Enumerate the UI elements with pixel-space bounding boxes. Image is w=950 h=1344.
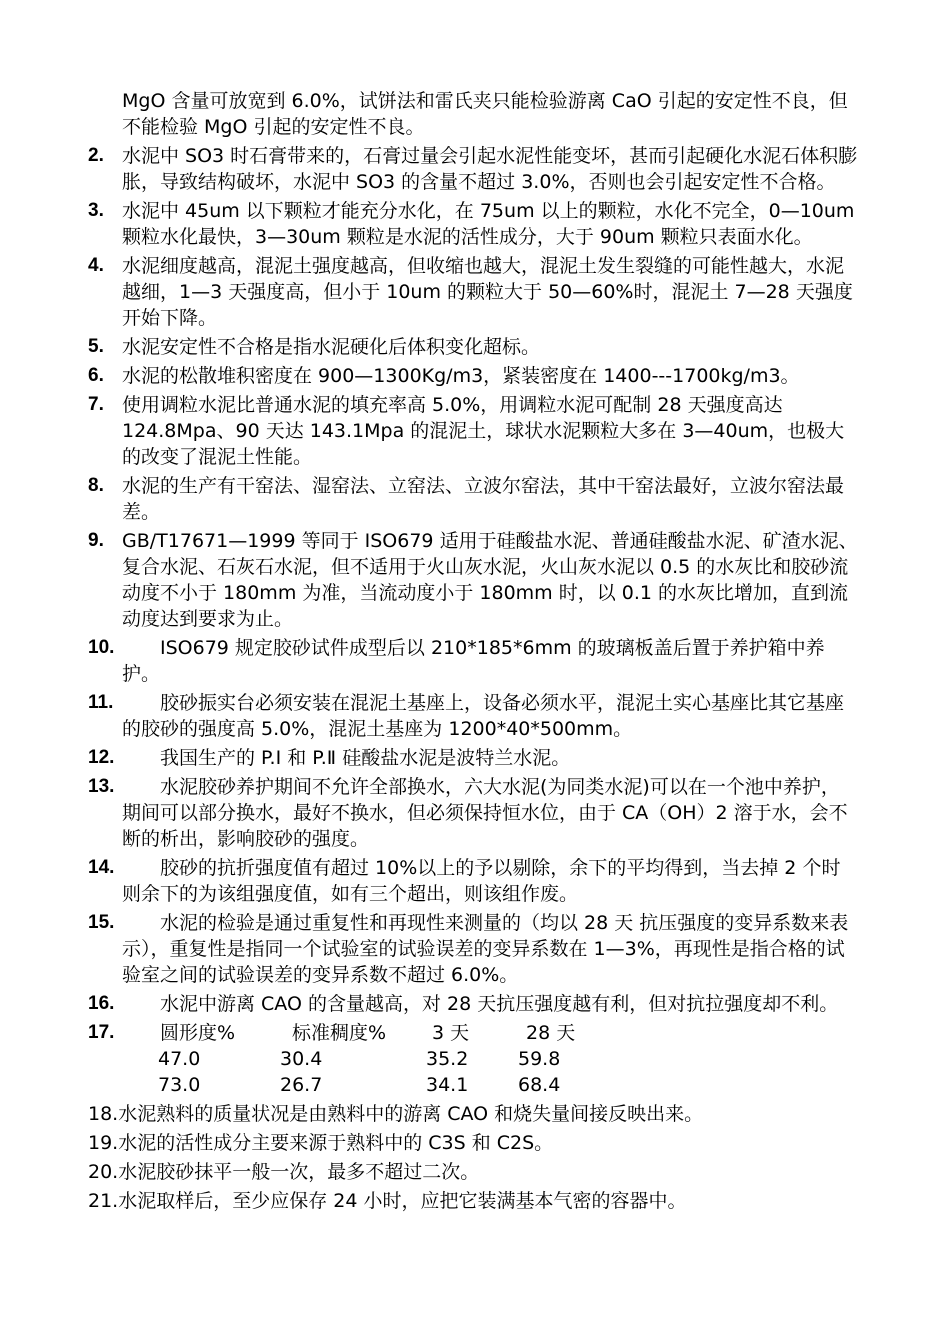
item-text: 水泥的生产有干窑法、湿窑法、立窑法、立波尔窑法，其中干窑法最好，立波尔窑法最差。 bbox=[122, 475, 845, 523]
list-item bbox=[88, 690, 858, 742]
document-body bbox=[88, 88, 858, 1217]
item-number: 13. bbox=[88, 776, 115, 797]
table-cell: 34.1 bbox=[426, 1074, 469, 1096]
table-cell: 68.4 bbox=[518, 1074, 561, 1096]
item-number: 10. bbox=[88, 637, 115, 658]
table-cell: 73.0 bbox=[158, 1074, 201, 1096]
item-number: 17. bbox=[88, 1022, 115, 1043]
item-text: 胶砂振实台必须安装在混泥土基座上，设备必须水平，混泥土实心基座比其它基座的胶砂的强度高 5.0%，混泥土基座为 1200*40*500mm。 bbox=[122, 692, 845, 740]
item-text: 水泥胶砂养护期间不允许全部换水，六大水泥(为同类水泥)可以在一个池中养护，期间可以部分换水，最好不换水，但必须保持恒水位，由于 CA（OH）2 溶于水，会不断的析出，影响胶砂的强度。 bbox=[122, 776, 848, 850]
table-row bbox=[122, 1072, 858, 1098]
list-item bbox=[88, 635, 858, 687]
data-table bbox=[88, 1020, 858, 1098]
item-number: 8. bbox=[88, 475, 104, 496]
item-text: 使用调粒水泥比普通水泥的填充率高 5.0%，用调粒水泥可配制 28 天强度高达 124.8Mpa、90 天达 143.1Mpa 的混泥土，球状水泥颗粒大多在 3—40um，也极大的改变了混泥土性能。 bbox=[122, 394, 845, 468]
table-cell: 30.4 bbox=[280, 1048, 323, 1070]
list-item bbox=[88, 991, 858, 1017]
list-item bbox=[88, 198, 858, 250]
plain-list-item: 21.水泥取样后，至少应保存 24 小时，应把它装满基本气密的容器中。 bbox=[88, 1190, 687, 1212]
list-item bbox=[88, 473, 858, 525]
list-item bbox=[88, 143, 858, 195]
list-item bbox=[88, 774, 858, 852]
table-cell: 59.8 bbox=[518, 1048, 561, 1070]
item-number: 2. bbox=[88, 145, 104, 166]
list-item bbox=[88, 910, 858, 988]
item-text: 水泥中 SO3 时石膏带来的，石膏过量会引起水泥性能变坏，甚而引起硬化水泥石体积膨胀，导致结构破坏，水泥中 SO3 的含量不超过 3.0%，否则也会引起安定性不合格。 bbox=[122, 145, 858, 193]
intro-paragraph: MgO 含量可放宽到 6.0%，试饼法和雷氏夹只能检验游离 CaO 引起的安定性不良，但不能检验 MgO 引起的安定性不良。 bbox=[122, 90, 848, 138]
table-header-cell: 标准稠度% bbox=[292, 1022, 387, 1044]
item-number: 15. bbox=[88, 912, 115, 933]
numbered-list bbox=[88, 143, 858, 1214]
plain-list-item: 20.水泥胶砂抹平一般一次，最多不超过二次。 bbox=[88, 1161, 480, 1183]
item-text: 水泥中游离 CAO 的含量越高，对 28 天抗压强度越有利，但对抗拉强度却不利。 bbox=[160, 993, 839, 1015]
list-item bbox=[88, 855, 858, 907]
item-text: 水泥中 45um 以下颗粒才能充分水化，在 75um 以上的颗粒，水化不完全，0—10um 颗粒水化最快，3—30um 颗粒是水泥的活性成分，大于 90um 颗粒只表面水化。 bbox=[122, 200, 855, 248]
item-text: ISO679 规定胶砂试件成型后以 210*185*6mm 的玻璃板盖后置于养护箱中养护。 bbox=[122, 637, 825, 685]
item-number: 6. bbox=[88, 365, 104, 386]
item-text: 水泥的松散堆积密度在 900—1300Kg/m3，紧装密度在 1400---1700kg/m3。 bbox=[122, 365, 800, 387]
table-header-cell: 圆形度% bbox=[160, 1022, 236, 1044]
item-number: 5. bbox=[88, 336, 104, 357]
table-cell: 47.0 bbox=[158, 1048, 201, 1070]
list-item bbox=[88, 745, 858, 771]
table-cell: 35.2 bbox=[426, 1048, 469, 1070]
table-row bbox=[122, 1046, 858, 1072]
table-header-cell: 28 天 bbox=[526, 1022, 576, 1044]
table-cell: 26.7 bbox=[280, 1074, 323, 1096]
plain-list-item: 19.水泥的活性成分主要来源于熟料中的 C3S 和 C2S。 bbox=[88, 1132, 554, 1154]
list-item bbox=[88, 334, 858, 360]
item-number: 4. bbox=[88, 255, 104, 276]
table-header-cell: 3 天 bbox=[432, 1022, 470, 1044]
item-text: 胶砂的抗折强度值有超过 10%以上的予以剔除，余下的平均得到，当去掉 2 个时则余下的为该组强度值，如有三个超出，则该组作废。 bbox=[122, 857, 841, 905]
item-text: 我国生产的 P.Ⅰ 和 P.Ⅱ 硅酸盐水泥是波特兰水泥。 bbox=[160, 747, 571, 769]
item-number: 7. bbox=[88, 394, 104, 415]
item-text: 水泥安定性不合格是指水泥硬化后体积变化超标。 bbox=[122, 336, 541, 358]
item-number: 12. bbox=[88, 747, 115, 768]
list-item bbox=[88, 363, 858, 389]
item-text: GB/T17671—1999 等同于 ISO679 适用于硅酸盐水泥、普通硅酸盐水泥、矿渣水泥、复合水泥、石灰石水泥，但不适用于火山灰水泥，火山灰水泥以 0.5 的水灰比和胶砂流动度不小于 180mm 为准，当流动度小于 180mm 时，以 0.1 的水灰比增加，直到流动度达到要求为止。 bbox=[122, 530, 858, 630]
list-item bbox=[88, 528, 858, 632]
table-header-row bbox=[122, 1020, 858, 1046]
item-text: 水泥的检验是通过重复性和再现性来测量的（均以 28 天 抗压强度的变异系数来表示），重复性是指同一个试验室的试验误差的变异系数在 1—3%，再现性是指合格的试验室之间的试验误差的变异系数不超过 6.0%。 bbox=[122, 912, 849, 986]
item-number: 3. bbox=[88, 200, 104, 221]
item-number: 14. bbox=[88, 857, 115, 878]
list-item bbox=[88, 253, 858, 331]
item-number: 9. bbox=[88, 530, 104, 551]
item-number: 11. bbox=[88, 692, 114, 713]
item-text: 水泥细度越高，混泥土强度越高，但收缩也越大，混泥土发生裂缝的可能性越大，水泥越细，1—3 天强度高，但小于 10um 的颗粒大于 50—60%时，混泥土 7—28 天强度开始下降。 bbox=[122, 255, 853, 329]
list-item bbox=[88, 392, 858, 470]
plain-list-item: 18.水泥熟料的质量状况是由熟料中的游离 CAO 和烧失量间接反映出来。 bbox=[88, 1103, 704, 1125]
item-number: 16. bbox=[88, 993, 115, 1014]
